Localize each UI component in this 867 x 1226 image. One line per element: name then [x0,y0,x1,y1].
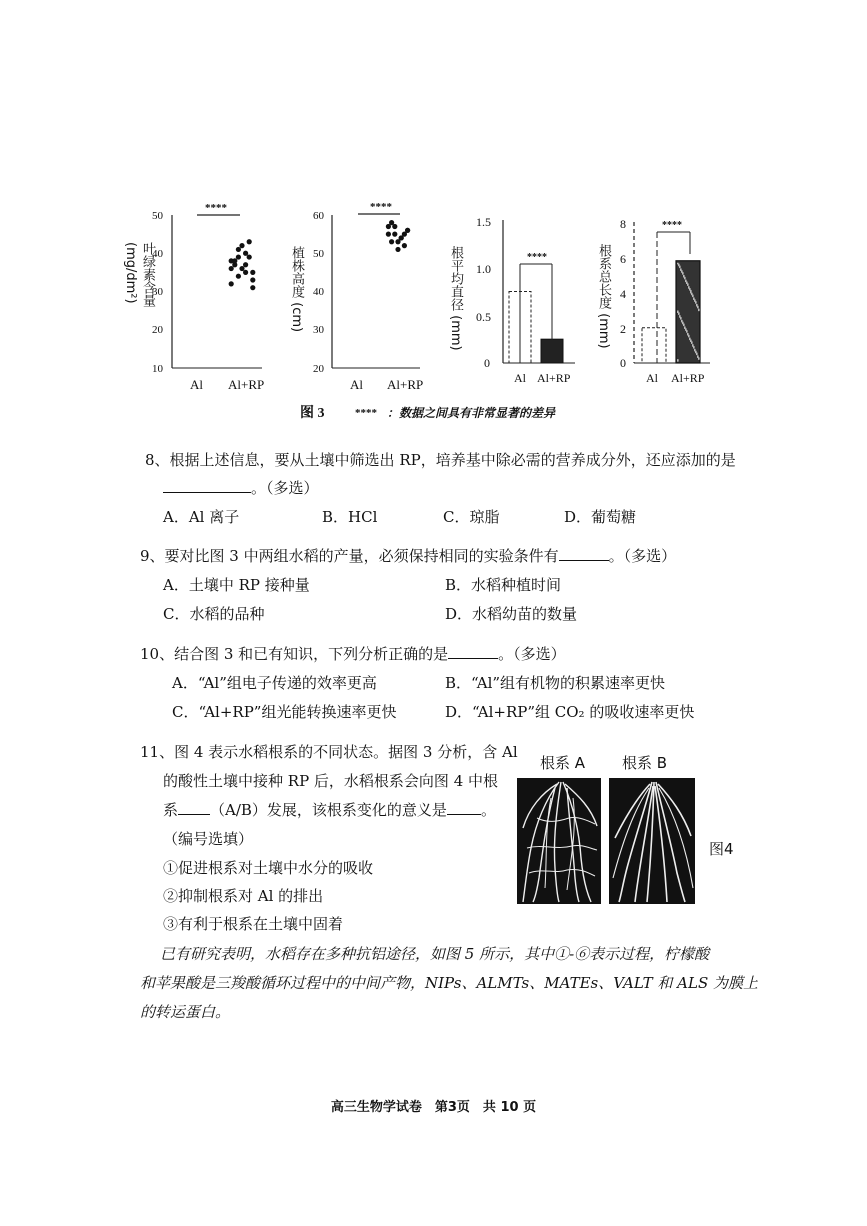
bar-texture [678,264,680,266]
tick: 20 [152,324,163,336]
data-point [389,239,394,244]
bar-texture [698,309,700,311]
sig-mark: **** [370,201,392,213]
data-point [236,274,241,279]
tick: 50 [152,210,163,222]
sig-legend-mark: **** [355,407,377,419]
bar-texture [687,333,689,335]
bar-texture [698,357,700,359]
q11-line3-b: （A/B）发展，该根系变化的意义是 [210,801,447,819]
data-point [239,243,244,248]
bar-texture [678,312,680,314]
data-point [247,239,252,244]
bar-texture [692,344,694,346]
q8-option-c: C．琼脂 [443,508,500,526]
bar-texture [684,277,686,279]
q8-answer-line [163,478,319,498]
q9-option-a: A．土壤中 RP 接种量 [163,576,310,594]
tick: 1.0 [476,262,491,276]
q10-tail: 。（多选） [498,645,566,663]
q11-item-2: ②抑制根系对 Al 的排出 [163,887,324,905]
bar-texture [677,359,679,361]
bar-texture [693,346,695,348]
data-point [395,247,400,252]
q9-option-b: B．水稻种植时间 [445,576,562,594]
x-label-al: Al [514,371,526,385]
bar-texture [693,297,695,299]
figure-4-root-images [517,778,697,904]
q11-line2: 的酸性土壤中接种 RP 后，水稻根系会向图 4 中根 [163,772,499,790]
q10-stem [140,644,566,664]
chart1-ylabel: 叶绿素含量 (mg/dm²) [123,242,155,307]
bar-texture [697,355,699,357]
tick: 30 [313,324,324,336]
bar-texture [696,304,698,306]
q10-option-b: B．“Al”组有机物的积累速率更快 [445,674,666,692]
q11-line3-c: 。 [480,801,496,819]
bar-texture [689,338,691,340]
tick: 40 [313,286,324,298]
bar-texture [694,349,696,351]
figure-3-charts [0,190,867,435]
bar-texture [689,288,691,290]
x-label-al: Al [350,377,363,392]
q11-line4: （编号选填） [163,830,254,848]
bar-texture [692,295,694,297]
tick: 4 [620,287,626,301]
data-point [250,285,255,290]
data-point [236,254,241,259]
q11-line3 [163,800,496,820]
figure-4-caption: 图4 [709,840,734,858]
x-label-alrp: Al+RP [387,377,424,392]
data-point [402,243,407,248]
bar [642,328,666,363]
data-point [236,247,241,252]
chart4-bars [642,220,700,363]
bar-texture [695,351,697,353]
tick: 0 [620,356,626,370]
bar-texture [679,266,681,268]
q8-option-b: B．HCl [322,508,378,526]
tick: 20 [313,363,324,375]
q10-blank[interactable] [448,644,498,659]
chart-chlorophyll [152,202,264,392]
data-point [386,232,391,237]
q11-blank-2[interactable] [447,800,481,815]
bar-texture [681,320,683,322]
bar-texture [694,299,696,301]
q9-option-c: C．水稻的品种 [163,605,265,623]
sig-mark: **** [662,220,682,231]
q11-item-3: ③有利于根系在土壤中固着 [163,915,344,933]
data-point [402,232,407,237]
tick: 0 [484,356,490,370]
tick: 40 [152,248,163,260]
bar-texture [687,283,689,285]
bar-texture [680,268,682,270]
bar-texture [680,317,682,319]
q9-blank[interactable] [559,546,609,561]
paragraph-line-3: 的转运蛋白。 [140,1003,231,1021]
bar-texture [685,280,687,282]
x-label-al: Al [646,371,658,385]
bar-texture [697,306,699,308]
tick: 60 [313,210,324,222]
bar-texture [683,324,685,326]
bar-texture [688,286,690,288]
q9-tail: 。（多选） [608,547,677,565]
bar-texture [696,353,698,355]
sig-mark: **** [527,252,547,263]
q11-line3-a: 系 [163,801,179,819]
q10-option-d: D．“Al+RP”组 CO₂ 的吸收速率更快 [445,703,695,721]
root-b-label: 根系 B [622,754,668,772]
q8-stem [145,450,745,470]
q11-blank-1[interactable] [178,800,210,815]
x-label-al: Al [190,377,203,392]
q10-option-a: A．“Al”组电子传递的效率更高 [172,674,377,692]
chart-root-length [620,217,710,385]
data-point [247,254,252,259]
tick: 50 [313,248,324,260]
tick: 30 [152,286,163,298]
data-point [239,266,244,271]
bar-texture [688,335,690,337]
data-point [392,232,397,237]
chart-root-diameter [476,215,575,385]
tick: 0.5 [476,310,491,324]
bar-texture [679,315,681,317]
paragraph-line-1: 已有研究表明，水稻存在多种抗铝途径，如图 5 所示，其中①-⑥表示过程，柠檬酸 [160,945,710,963]
data-point [243,251,248,256]
data-point [232,258,237,263]
chart3-ylabel: 根平均直径 (mm) [448,246,463,351]
chart1-points [229,239,256,290]
bar-texture [691,341,693,343]
bar-texture [691,293,693,295]
q8-text: 8、根据上述信息，要从土壤中筛选出 RP，培养基中除必需的营养成分外，还应添加的是 [145,451,736,469]
q10-option-c: C．“Al+RP”组光能转换速率更快 [172,703,397,721]
q8-tail: 。（多选） [251,479,319,497]
chart4-ylabel: 根系总长度 (mm) [596,244,611,349]
q9-option-d: D．水稻幼苗的数量 [445,605,578,623]
q9-stem [140,546,676,566]
bar-texture [686,282,688,284]
data-point [243,270,248,275]
q11-line1: 11、图 4 表示水稻根系的不同状态。据图 3 分析，含 Al [140,743,518,761]
paragraph-line-2: 和苹果酸是三羧酸循环过程中的中间产物，NIPs、ALMTs、MATEs、VALT 和 ALS 为膜上 [140,974,758,992]
page-footer: 高三生物学试卷 第3页 共 10 页 [330,1100,537,1115]
chart2-ylabel: 植株高度 (cm) [289,246,304,333]
chart-plant-height [313,201,423,392]
bar-texture [681,270,683,272]
x-label-alrp: Al+RP [537,371,571,385]
data-point [250,277,255,282]
q8-option-d: D．葡萄糖 [564,508,637,526]
tick: 2 [620,322,626,336]
bar-texture [695,301,697,303]
tick: 1.5 [476,215,491,229]
bar-texture [690,290,692,292]
tick: 6 [620,252,626,266]
tick: 10 [152,363,163,375]
figure-3-caption: 图 3 [300,406,325,421]
bar-texture [682,322,684,324]
q9-text: 9、要对比图 3 中两组水稻的产量，必须保持相同的实验条件有 [140,547,559,565]
tick: 8 [620,217,626,231]
q8-option-a: A．Al 离子 [163,508,240,526]
bar [676,261,700,363]
q11-item-1: ①促进根系对土壤中水分的吸收 [163,859,374,877]
q8-blank[interactable] [163,478,251,493]
bar [541,339,563,363]
data-point [392,224,397,229]
q10-text: 10、结合图 3 和已有知识，下列分析正确的是 [140,645,449,663]
bar-texture [685,328,687,330]
bar-texture [686,330,688,332]
x-label-alrp: Al+RP [228,377,265,392]
chart3-bars [509,252,563,363]
data-point [229,266,234,271]
root-a-label: 根系 A [540,754,586,772]
bar-texture [683,275,685,277]
data-point [229,281,234,286]
sig-mark: **** [205,202,227,214]
bar-texture [684,326,686,328]
bar-texture [677,311,679,313]
bar-texture [682,272,684,274]
x-label-alrp: Al+RP [671,371,705,385]
data-point [250,270,255,275]
sig-legend-text: ：数据之间具有非常显著的差异 [387,406,556,420]
data-point [243,262,248,267]
chart2-points [386,220,410,252]
bar-texture [690,340,692,342]
